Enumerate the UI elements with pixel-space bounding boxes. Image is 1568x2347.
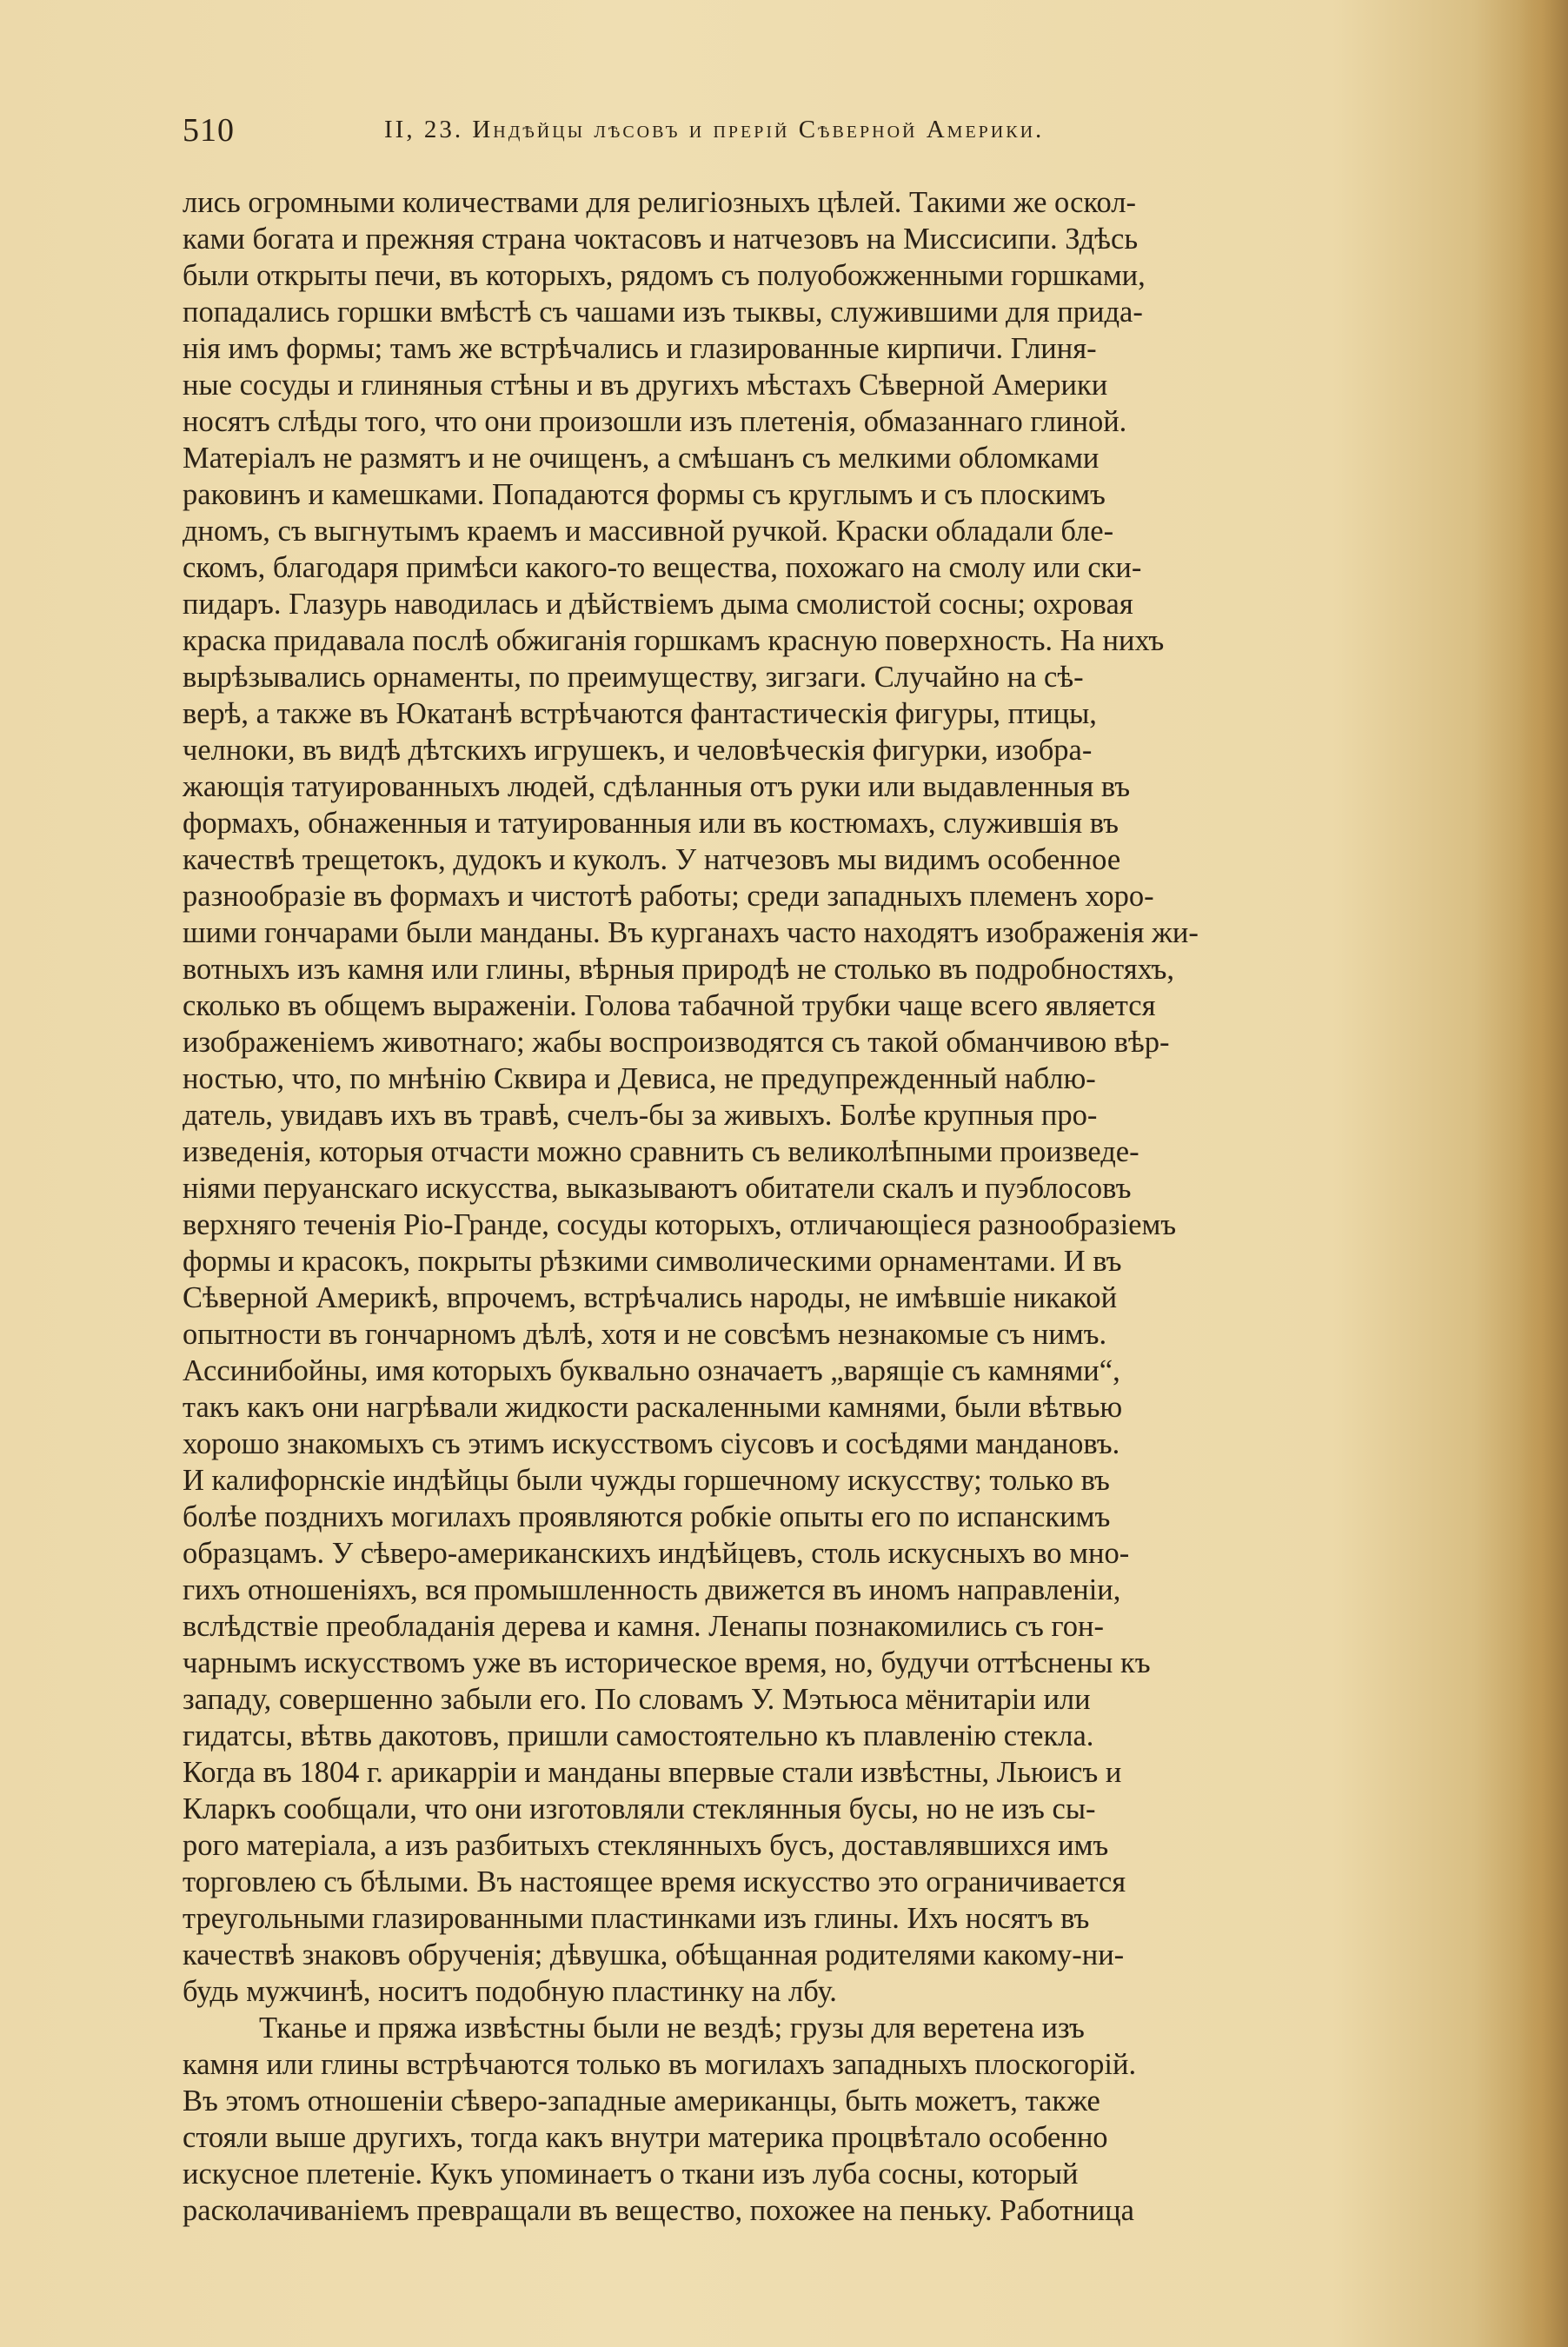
- text-line: качествѣ трещетокъ, дудокъ и куколъ. У натчезовъ мы видимъ особенное: [183, 843, 1121, 876]
- text-line: треугольными глазированными пластинками изъ глины. Ихъ носятъ въ: [183, 1902, 1090, 1935]
- text-line: стояли выше другихъ, тогда какъ внутри материка процвѣтало особенно: [183, 2121, 1108, 2154]
- text-line: челноки, въ видѣ дѣтскихъ игрушекъ, и человѣческія фигурки, изобра-: [183, 734, 1093, 767]
- body-text: [183, 184, 1478, 2229]
- text-line: краска придавала послѣ обжиганія горшкамъ красную поверхность. На нихъ: [183, 624, 1165, 657]
- text-line: вотныхъ изъ камня или глины, вѣрныя природѣ не столько въ подробностяхъ,: [183, 953, 1174, 986]
- text-line: западу, совершенно забыли его. По словамъ У. Мэтьюса мёнитаріи или: [183, 1683, 1091, 1716]
- text-line: носятъ слѣды того, что они произошли изъ плетенія, обмазаннаго глиной.: [183, 405, 1127, 438]
- text-line: камня или глины встрѣчаются только въ могилахъ западныхъ плоскогорій.: [183, 2048, 1137, 2081]
- page-header: [183, 111, 1469, 155]
- text-line: скомъ, благодаря примѣси какого-то вещества, похожаго на смолу или ски-: [183, 551, 1142, 584]
- text-line: гидатсы, вѣтвь дакотовъ, пришли самостоятельно къ плавленію стекла.: [183, 1719, 1094, 1752]
- page-fold-shadow: [1520, 0, 1568, 2347]
- text-line: Сѣверной Америкѣ, впрочемъ, встрѣчались народы, не имѣвшіе никакой: [183, 1281, 1118, 1314]
- text-line: Въ этомъ отношеніи сѣверо-западные американцы, быть можетъ, также: [183, 2084, 1100, 2118]
- text-line: изображеніемъ животнаго; жабы воспроизводятся съ такой обманчивою вѣр-: [183, 1026, 1170, 1059]
- text-line: образцамъ. У сѣверо-американскихъ индѣйцевъ, столь искусныхъ во мно-: [183, 1537, 1130, 1570]
- text-line: торговлею съ бѣлыми. Въ настоящее время искусство это ограничивается: [183, 1865, 1126, 1898]
- text-line: нія имъ формы; тамъ же встрѣчались и глазированные кирпичи. Глиня-: [183, 332, 1097, 365]
- text-line: разнообразіе въ формахъ и чистотѣ работы; среди западныхъ племенъ хоро-: [183, 880, 1154, 913]
- running-title: II, 23. Индѣйцы лѣсовъ и прерій Сѣверной Америки.: [384, 116, 1045, 143]
- text-line: ные сосуды и глиняныя стѣны и въ другихъ мѣстахъ Сѣверной Америки: [183, 369, 1108, 402]
- text-line: вырѣзывались орнаменты, по преимуществу, зигзаги. Случайно на сѣ-: [183, 661, 1084, 694]
- text-line: раковинъ и камешками. Попадаются формы съ круглымъ и съ плоскимъ: [183, 478, 1106, 511]
- text-line: пидаръ. Глазурь наводилась и дѣйствіемъ дыма смолистой сосны; охровая: [183, 588, 1133, 621]
- text-line: болѣе позднихъ могилахъ проявляются робкіе опыты его по испанскимъ: [183, 1500, 1111, 1533]
- text-line: Тканье и пряжа извѣстны были не вездѣ; грузы для веретена изъ: [259, 2011, 1085, 2044]
- text-line: верѣ, а также въ Юкатанѣ встрѣчаются фантастическія фигуры, птицы,: [183, 697, 1097, 730]
- text-line: сколько въ общемъ выраженіи. Голова табачной трубки чаще всего является: [183, 989, 1156, 1022]
- text-line: изведенія, которыя отчасти можно сравнить съ великолѣпными произведе-: [183, 1135, 1139, 1168]
- page-number: 510: [183, 112, 235, 149]
- text-line: ками богата и прежняя страна чоктасовъ и натчезовъ на Миссисипи. Здѣсь: [183, 223, 1139, 256]
- text-line: дномъ, съ выгнутымъ краемъ и массивной ручкой. Краски обладали бле-: [183, 515, 1114, 548]
- text-line: хорошо знакомыхъ съ этимъ искусствомъ сіусовъ и сосѣдями мандановъ.: [183, 1427, 1120, 1460]
- text-line: такъ какъ они нагрѣвали жидкости раскаленными камнями, были вѣтвью: [183, 1391, 1123, 1424]
- text-line: гихъ отношеніяхъ, вся промышленность движется въ иномъ направленіи,: [183, 1573, 1121, 1606]
- text-line: Когда въ 1804 г. арикарріи и манданы впервые стали извѣстны, Льюисъ и: [183, 1756, 1122, 1789]
- text-line: Матеріалъ не размятъ и не очищенъ, а смѣшанъ съ мелкими обломками: [183, 442, 1100, 475]
- text-line: вслѣдствіе преобладанія дерева и камня. Ленапы познакомились съ гон-: [183, 1610, 1104, 1643]
- text-line: датель, увидавъ ихъ въ травѣ, счелъ-бы за живыхъ. Болѣе крупныя про-: [183, 1099, 1098, 1132]
- text-line: будь мужчинѣ, носитъ подобную пластинку на лбу.: [183, 1975, 837, 2008]
- text-line: попадались горшки вмѣстѣ съ чашами изъ тыквы, служившими для прида-: [183, 296, 1143, 329]
- text-line: верхняго теченія Ріо-Гранде, сосуды которыхъ, отличающіеся разнообразіемъ: [183, 1208, 1177, 1241]
- text-line: лись огромными количествами для религіозныхъ цѣлей. Такими же оскол-: [183, 186, 1136, 219]
- text-line: искусное плетеніе. Кукъ упоминаетъ о ткани изъ луба сосны, который: [183, 2158, 1079, 2191]
- text-line: формы и красокъ, покрыты рѣзкими символическими орнаментами. И въ: [183, 1245, 1122, 1278]
- text-line: ностью, что, по мнѣнію Сквира и Девиса, не предупрежденный наблю-: [183, 1062, 1096, 1095]
- text-line: Кларкъ сообщали, что они изготовляли стеклянныя бусы, но не изъ сы-: [183, 1792, 1096, 1825]
- text-line: рого матеріала, а изъ разбитыхъ стеклянныхъ бусъ, доставлявшихся имъ: [183, 1829, 1109, 1862]
- text-line: И калифорнскіе индѣйцы были чужды горшечному искусству; только въ: [183, 1464, 1110, 1497]
- text-line: Ассинибойны, имя которыхъ буквально означаетъ „варящіе съ камнями“,: [183, 1354, 1120, 1387]
- text-line: расколачиваніемъ превращали въ вещество, похожее на пеньку. Работница: [183, 2194, 1134, 2227]
- text-line: качествѣ знаковъ обрученія; дѣвушка, обѣщанная родителями какому-ни-: [183, 1938, 1125, 1971]
- text-line: чарнымъ искусствомъ уже въ историческое время, но, будучи оттѣснены къ: [183, 1646, 1151, 1679]
- text-line: ніями перуанскаго искусства, выказываютъ обитатели скалъ и пуэблосовъ: [183, 1172, 1132, 1205]
- text-line: были открыты печи, въ которыхъ, рядомъ съ полуобожженными горшками,: [183, 259, 1146, 292]
- text-line: формахъ, обнаженныя и татуированныя или въ костюмахъ, служившія въ: [183, 807, 1119, 840]
- text-line: шими гончарами были манданы. Въ курганахъ часто находятъ изображенія жи-: [183, 916, 1199, 949]
- text-line: жающія татуированныхъ людей, сдѣланныя отъ руки или выдавленныя въ: [183, 770, 1131, 803]
- text-line: опытности въ гончарномъ дѣлѣ, хотя и не совсѣмъ незнакомые съ нимъ.: [183, 1318, 1107, 1351]
